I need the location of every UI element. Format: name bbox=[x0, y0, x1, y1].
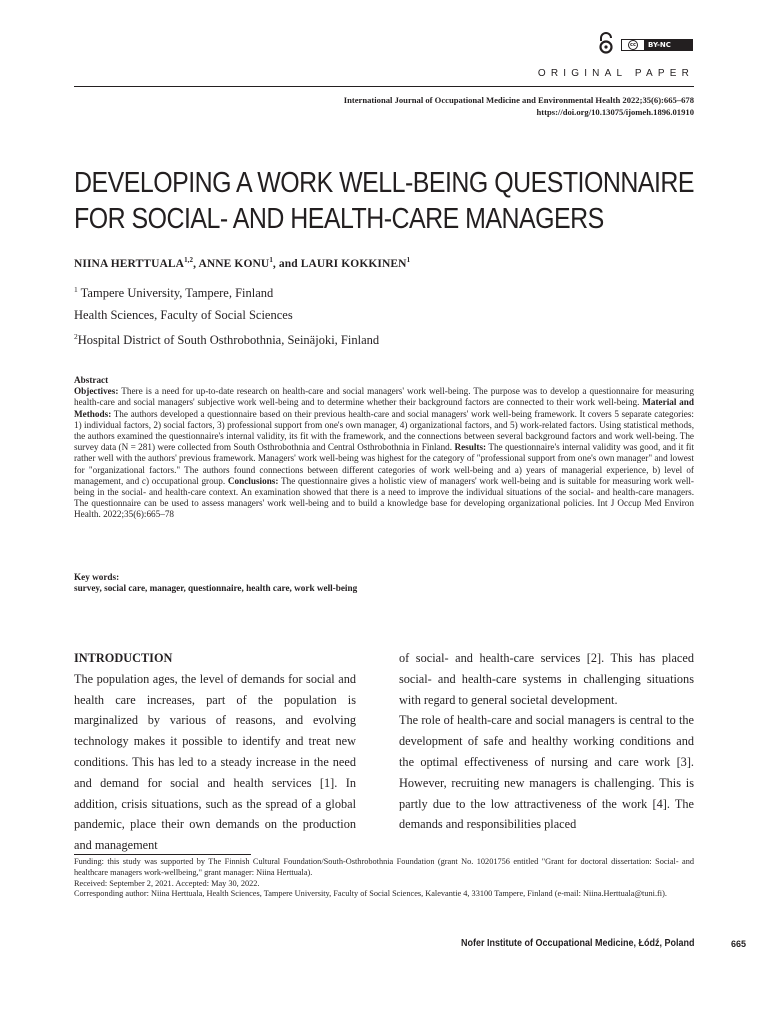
abstract-body bbox=[74, 386, 694, 520]
abstract bbox=[74, 375, 694, 521]
author-name: NIINA HERTTUALA bbox=[74, 257, 185, 270]
affiliation-2: Hospital District of South Osthrobothnia, Seinäjoki, Finland bbox=[77, 333, 380, 348]
author-affiliation-mark: 1,2 bbox=[184, 256, 194, 264]
author-affiliation-mark: 1 bbox=[269, 256, 273, 264]
affiliation-1-department: Health Sciences, Faculty of Social Sciences bbox=[74, 307, 293, 322]
article-title bbox=[74, 165, 694, 237]
affiliation-1: Tampere University, Tampere, Finland bbox=[80, 286, 274, 301]
conclusions-text: The questionnaire gives a holistic view of managers' work well-being and is suitable for measuring work well-being in the social- and health-care context. An examination showed that there is a need to improve the individual situations of the social- and health-care managers. The questionnaire can be used to assess managers' work well-being and to build a knowledge base for developing organizational policies. Int J Occup Med Environ Health. 2022;35(6):665–78 bbox=[74, 475, 694, 520]
dates-note: Received: September 2, 2021. Accepted: May 30, 2022. bbox=[74, 878, 260, 888]
affiliations bbox=[74, 279, 379, 352]
objectives-text: There is a need for up-to-date research on health-care and social managers' work well-being. The purpose was to develop a questionnaire for measuring health-care and social managers' subjective work well-being and to determine whether their background factors are connected to their work well-being. bbox=[74, 386, 694, 408]
title-line-1: DEVELOPING A WORK WELL-BEING QUESTIONNAIRE bbox=[74, 167, 694, 199]
author-name: , and LAURI KOKKINEN bbox=[272, 257, 407, 270]
journal-citation: International Journal of Occupational Medicine and Environmental Health 2022;35(6):665–678 bbox=[343, 95, 694, 105]
keywords bbox=[74, 572, 694, 594]
publisher-line: Nofer Institute of Occupational Medicine, Łódź, Poland bbox=[460, 938, 694, 949]
objectives-label: Objectives: bbox=[74, 386, 119, 397]
body-column-left bbox=[74, 648, 356, 856]
section-heading: INTRODUCTION bbox=[74, 651, 173, 665]
methods-text: The authors developed a questionnaire based on their previous health-care and social managers' work well-being framework. It covers 5 separate categories: 1) individual factors, 2) social factors, 3) professional support from one's own manager, 4) organizational factors, and 5) work-related factors. Using statistical methods, the authors examined the questionnaire's internal validity, its fit with the framework, and the connections between several background factors and work well-being. The survey data (N = 281) were collected from South Osthrobothnia and Central Osthrobothnia in Finland. bbox=[74, 408, 694, 453]
cc-icon: cc bbox=[622, 40, 644, 50]
page-number: 665 bbox=[731, 939, 747, 949]
license-badge[interactable] bbox=[621, 39, 693, 51]
affiliation-mark: 1 bbox=[74, 285, 78, 294]
body-column-right bbox=[399, 648, 694, 835]
paper-type-label: ORIGINAL PAPER bbox=[537, 68, 694, 79]
methods-label: Material and Methods: bbox=[74, 397, 694, 419]
affiliation-mark: 2 bbox=[74, 332, 78, 342]
results-label: Results: bbox=[454, 442, 487, 453]
author-name: , ANNE KONU bbox=[193, 257, 270, 270]
title-line-2: FOR SOCIAL- AND HEALTH-CARE MANAGERS bbox=[74, 203, 604, 235]
footnotes bbox=[74, 857, 694, 900]
results-text: The questionnaire's internal validity was good, and it fit rather well with the authors' previous framework. Managers' work well-being was highest for the category of "professional support from one's own manager" and lowest for "organizational factors." The authors found connections between different categories of work well-being and a) years of managerial experience, b) level of management, and c) occupational group. bbox=[74, 442, 694, 486]
abstract-heading: Abstract bbox=[74, 375, 109, 385]
journal-citation-block bbox=[344, 94, 694, 118]
conclusions-label: Conclusions: bbox=[227, 475, 279, 486]
keywords-heading: Key words: bbox=[74, 572, 120, 582]
author-list bbox=[74, 256, 410, 270]
license-label: BY-NC bbox=[648, 41, 671, 49]
body-paragraph: of social- and health-care services [2]. This has placed social- and health-care systems in challenging situations with regard to general societal development. bbox=[399, 651, 694, 707]
doi-link[interactable]: https://doi.org/10.13075/ijomeh.1896.01910 bbox=[536, 107, 694, 117]
funding-note: Funding: this study was supported by The Finnish Cultural Foundation/South-Osthrobothnia Foundation (grant No. 10201756 entitled "Grant for doctoral dissertation: Social- and healthcare managers work-wellbeing," grant manager: Niina Herttuala). bbox=[74, 857, 694, 877]
open-access-icon bbox=[596, 32, 616, 54]
author-affiliation-mark: 1 bbox=[406, 256, 411, 264]
header-divider bbox=[74, 86, 694, 87]
footnote-divider bbox=[74, 854, 251, 855]
body-paragraph: The role of health-care and social managers is central to the development of safe and healthy working conditions and the optimal effectiveness of nursing and care work [3]. However, recruiting new managers is challenging. This is partly due to the low attractiveness of the work [4]. The demands and responsibilities placed bbox=[399, 713, 694, 832]
corresponding-author-note: Corresponding author: Niina Herttuala, Health Sciences, Tampere University, Faculty of Social Sciences, Kalevantie 4, 33100 Tampere, Finland (e-mail: Niina.Herttuala@tuni.fi). bbox=[74, 889, 667, 899]
body-paragraph: The population ages, the level of demands for social and health care increases, part of the population is marginalized by various of reasons, and evolving technology makes it possible to identify and treat new conditions. This has led to a steady increase in the need and demand for social and health services [1]. In addition, crisis situations, such as the spread of a global pandemic, place their own demands on the production and management bbox=[74, 671, 356, 853]
keywords-list: survey, social care, manager, questionnaire, health care, work well-being bbox=[74, 583, 358, 594]
